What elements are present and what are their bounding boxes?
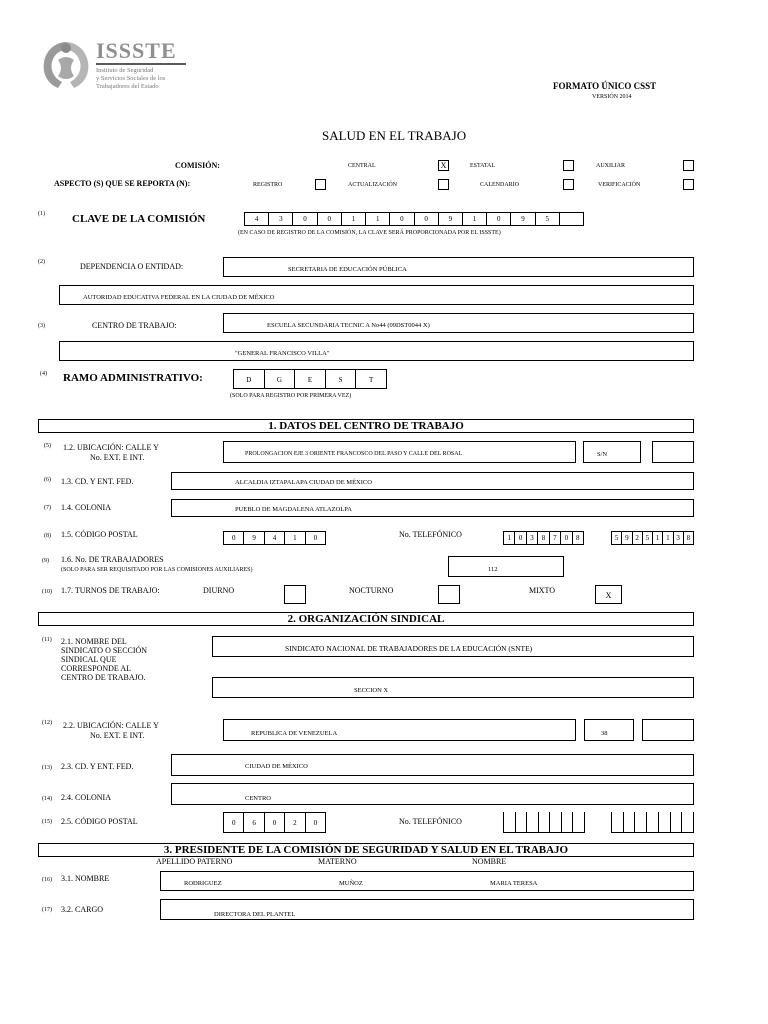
- s1-cd-input[interactable]: [171, 472, 694, 490]
- field-number-2: (2): [38, 259, 45, 265]
- tel-digit: [504, 812, 516, 832]
- clave-note: (EN CASO DE REGISTRO DE LA COMISIÓN, LA CLAVE SERÁ PROPORCIONADA POR EL ISSSTE): [238, 230, 501, 236]
- comision-central-label: CENTRAL: [348, 163, 376, 169]
- s1-nocturno-checkbox[interactable]: [438, 585, 460, 604]
- s2-seccion-input[interactable]: [212, 677, 694, 698]
- tel-digit: 5: [612, 532, 622, 544]
- s1-colonia-value: PUEBLO DE MAGDALENA ATLAZOLPA: [235, 506, 352, 513]
- clave-digit: [560, 213, 583, 225]
- s1-calle-value: PROLONGACION EJE 3 ORIENTE FRANCOSCO DEL PASO Y CALLE DEL ROSAL: [245, 451, 463, 457]
- field-number-5: (5): [44, 443, 51, 449]
- clave-digit: 1: [342, 213, 366, 225]
- aspecto-verificacion-label: VERIFICACIÓN: [598, 182, 641, 188]
- tel-digit: [516, 812, 528, 832]
- tel-digit: [539, 812, 551, 832]
- tel-digit: 0: [515, 532, 526, 544]
- field-number-14: (14): [42, 796, 52, 802]
- tel-digit: 5: [643, 532, 653, 544]
- tel-digit: 7: [550, 532, 561, 544]
- s1-ext-input[interactable]: [583, 441, 641, 463]
- s2-nombre-label-3: SINDICAL QUE: [61, 655, 117, 664]
- s3-col-paterno: APELLIDO PATERNO: [156, 857, 233, 866]
- format-title: FORMATO ÚNICO CSST: [553, 81, 657, 91]
- s2-nombre-label-2: SINDICATO O SECCIÓN: [61, 646, 148, 655]
- cp-digit: 0: [224, 813, 244, 832]
- s1-int-input[interactable]: [652, 441, 694, 463]
- tel-digit: [612, 812, 624, 832]
- cp-digit: 9: [244, 532, 264, 544]
- clave-digit: 0: [318, 213, 342, 225]
- s1-trabajadores-label: 1.6. No. DE TRABAJADORES: [61, 555, 164, 564]
- s3-paterno-value: RODRIGUEZ: [184, 880, 222, 887]
- comision-auxiliar-label: AUXILIAR: [596, 163, 625, 169]
- s3-cargo-value: DIRECTORA DEL PLANTEL: [214, 911, 296, 918]
- s2-colonia-input[interactable]: [171, 783, 694, 805]
- centro-input[interactable]: [223, 313, 694, 333]
- s2-cd-input[interactable]: [171, 754, 694, 776]
- s1-trabajadores-input[interactable]: [448, 556, 564, 577]
- page-title: SALUD EN EL TRABAJO: [322, 128, 467, 143]
- ramo-letter: S: [326, 370, 357, 388]
- tel-digit: 2: [633, 532, 643, 544]
- s2-cp-input[interactable]: [223, 812, 326, 833]
- clave-digit: 3: [269, 213, 293, 225]
- s2-cp-label: 2.5. CÓDIGO POSTAL: [61, 817, 138, 826]
- centro-label: CENTRO DE TRABAJO:: [92, 321, 177, 330]
- s2-cd-value: CIUDAD DE MÉXICO: [245, 763, 308, 770]
- cp-digit: 0: [224, 532, 244, 544]
- s1-colonia-label: 1.4. COLONIA: [61, 503, 111, 512]
- section-3-header: 3. PRESIDENTE DE LA COMISIÓN DE SEGURIDAD Y SALUD EN EL TRABAJO: [38, 843, 694, 857]
- field-number-15: (15): [42, 819, 52, 825]
- aspecto-registro-checkbox[interactable]: [315, 179, 326, 190]
- s2-tel-input-1[interactable]: [503, 812, 585, 833]
- s1-turnos-label: 1.7. TURNOS DE TRABAJO:: [61, 586, 160, 595]
- field-number-3: (3): [38, 323, 45, 329]
- clave-digit: 0: [390, 213, 414, 225]
- tel-digit: [647, 812, 659, 832]
- s2-calle-input[interactable]: [223, 719, 576, 741]
- s1-ubicacion-label-2: No. EXT. E INT.: [90, 453, 145, 462]
- dependencia-value-2: AUTORIDAD EDUCATIVA FEDERAL EN LA CIUDAD DE MÉXICO: [83, 294, 275, 301]
- tel-digit: 1: [653, 532, 663, 544]
- tel-digit: 8: [575, 534, 580, 542]
- field-number-4: (4): [40, 371, 47, 377]
- s2-nombre-label-1: 2.1. NOMBRE DEL: [61, 637, 127, 646]
- ramo-letter: E: [295, 370, 326, 388]
- s2-tel-input-2[interactable]: [611, 812, 694, 833]
- s2-nombre-label-4: CORRESPONDE AL: [61, 664, 132, 673]
- clave-label: CLAVE DE LA COMISIÓN: [72, 213, 206, 225]
- field-number-9: (9): [42, 558, 49, 564]
- centro-value: ESCUELA SECUNDARIA TECNIC A No44 (09DST0044 X): [267, 322, 430, 329]
- field-number-7: (7): [44, 505, 51, 511]
- version-label: VERSIÓN 2014: [592, 94, 632, 100]
- s3-cargo-input[interactable]: [160, 899, 694, 920]
- aspecto-label: ASPECTO (S) QUE SE REPORTA (N):: [54, 179, 191, 188]
- logo-line-3: Trabajadores del Estado: [96, 83, 159, 90]
- clave-digit: 5: [536, 213, 560, 225]
- s1-nocturno-label: NOCTURNO: [349, 586, 394, 595]
- s2-ubicacion-label: 2.2. UBICACIÓN: CALLE Y: [63, 721, 159, 730]
- tel-digit: 0: [561, 532, 572, 544]
- s1-colonia-input[interactable]: [171, 499, 694, 517]
- clave-digit: 4: [245, 213, 269, 225]
- tel-digit: [573, 812, 584, 832]
- tel-digit: 1: [663, 532, 673, 544]
- s1-trabajadores-value: 112: [488, 566, 498, 573]
- dependencia-value: SECRETARIA DE EDUCACIÓN PÚBLICA: [288, 266, 407, 273]
- tel-digit: 8: [686, 534, 691, 542]
- comision-label: COMISIÓN:: [175, 161, 220, 170]
- dependencia-label: DEPENDENCIA O ENTIDAD:: [80, 262, 184, 271]
- s2-int-input[interactable]: [642, 719, 694, 741]
- s2-ext-input[interactable]: [584, 719, 634, 741]
- aspecto-actualizacion-label: ACTUALIZACIÓN: [348, 182, 397, 188]
- s1-ext-value: S/N: [597, 451, 608, 458]
- centro-input-2[interactable]: [59, 341, 694, 361]
- s3-nombre-value: MARIA TERESA: [490, 880, 538, 887]
- section-1-header: 1. DATOS DEL CENTRO DE TRABAJO: [38, 419, 694, 433]
- s1-tel-label: No. TELEFÓNICO: [399, 530, 462, 539]
- ramo-letter: T: [369, 376, 374, 384]
- dependencia-input-2[interactable]: [59, 285, 694, 305]
- s2-calle-value: REPUBLICA DE VENEZUELA: [251, 730, 338, 737]
- cp-digit: 6: [244, 813, 264, 832]
- dependencia-input[interactable]: [223, 257, 694, 277]
- cp-digit: 0: [313, 534, 318, 542]
- ramo-note: (SOLO PARA REGISTRO POR PRIMERA VEZ): [230, 393, 352, 399]
- tel-digit: 3: [674, 532, 684, 544]
- ramo-letter: G: [265, 370, 296, 388]
- s3-col-nombre: NOMBRE: [472, 857, 507, 866]
- s1-diurno-checkbox[interactable]: [284, 585, 306, 604]
- tel-digit: [659, 812, 671, 832]
- logo-line-2: y Servicios Sociales de los: [96, 75, 166, 82]
- tel-digit: [682, 812, 693, 832]
- aspecto-calendario-checkbox[interactable]: [563, 179, 574, 190]
- clave-digit: 1: [366, 213, 390, 225]
- clave-digit: 9: [439, 213, 463, 225]
- tel-digit: 9: [622, 532, 632, 544]
- tel-digit: 1: [504, 532, 515, 544]
- s3-col-materno: MATERNO: [318, 857, 357, 866]
- logo-line-1: Instituto de Seguridad: [96, 67, 154, 74]
- clave-digit: 0: [293, 213, 317, 225]
- cp-digit: 0: [265, 813, 285, 832]
- s1-cp-input[interactable]: [223, 531, 326, 545]
- s1-cp-label: 1.5. CÓDIGO POSTAL: [61, 530, 138, 539]
- s1-cd-value: ALCALDIA IZTAPALAPA CIUDAD DE MÉXICO: [235, 479, 372, 486]
- s1-tel-input-1[interactable]: [503, 531, 584, 545]
- s3-nombre-label: 3.1. NOMBRE: [61, 874, 110, 883]
- aspecto-verificacion-checkbox[interactable]: [683, 179, 694, 190]
- s2-ext-value: 38: [601, 730, 608, 737]
- issste-logo: [38, 38, 188, 93]
- s1-tel-input-2[interactable]: [611, 531, 694, 545]
- s1-cd-label: 1.3. CD. Y ENT. FED.: [61, 477, 134, 486]
- s2-seccion-value: SECCION X: [354, 687, 389, 694]
- s2-colonia-value: CENTRO: [245, 795, 271, 802]
- clave-digit: 0: [487, 213, 511, 225]
- comision-estatal-checkbox[interactable]: [563, 160, 574, 171]
- field-number-6: (6): [44, 477, 51, 483]
- clave-digit: 0: [415, 213, 439, 225]
- comision-auxiliar-checkbox[interactable]: [683, 160, 694, 171]
- s3-nombre-input[interactable]: [160, 871, 694, 891]
- s1-diurno-label: DIURNO: [203, 586, 235, 595]
- tel-digit: [635, 812, 647, 832]
- ramo-letter: D: [234, 370, 265, 388]
- tel-digit: [527, 812, 539, 832]
- tel-digit: 8: [538, 532, 549, 544]
- s1-ubicacion-label: 1.2. UBICACIÓN: CALLE Y: [63, 443, 159, 452]
- s2-nombre-label-5: CENTRO DE TRABAJO.: [61, 673, 146, 682]
- field-number-11: (11): [42, 637, 52, 643]
- s3-cargo-label: 3.2. CARGO: [61, 905, 104, 914]
- tel-digit: [562, 812, 574, 832]
- s2-nombre-value: SINDICATO NACIONAL DE TRABAJADORES DE LA EDUCACIÓN (SNTE): [285, 644, 533, 653]
- field-number-16: (16): [42, 877, 52, 883]
- field-number-10: (10): [42, 589, 52, 595]
- tel-digit: [671, 812, 683, 832]
- centro-value-2: "GENERAL FRANCISCO VILLA": [235, 350, 330, 357]
- comision-estatal-label: ESTATAL: [470, 163, 496, 169]
- tel-digit: [550, 812, 562, 832]
- field-number-8: (8): [44, 533, 51, 539]
- ramo-label: RAMO ADMINISTRATIVO:: [63, 372, 203, 384]
- s1-mixto-label: MIXTO: [529, 586, 556, 595]
- s1-mixto-checkbox[interactable]: X: [595, 585, 622, 604]
- comision-central-checkbox[interactable]: X: [438, 160, 449, 171]
- tel-digit: 3: [527, 532, 538, 544]
- s2-nombre-input[interactable]: [212, 636, 694, 657]
- cp-digit: 1: [285, 532, 305, 544]
- issste-emblem-icon: [38, 38, 94, 92]
- s2-cd-label: 2.3. CD. Y ENT. FED.: [61, 762, 134, 771]
- tel-digit: [624, 812, 636, 832]
- s2-tel-label: No. TELEFÓNICO: [399, 817, 462, 826]
- clave-digit: 9: [511, 213, 535, 225]
- cp-digit: 0: [313, 819, 318, 827]
- cp-digit: 2: [285, 813, 305, 832]
- aspecto-actualizacion-checkbox[interactable]: [438, 179, 449, 190]
- section-2-header: 2. ORGANIZACIÓN SINDICAL: [38, 612, 694, 626]
- field-number-1: (1): [38, 211, 45, 217]
- s2-ubicacion-label-2: No. EXT. E INT.: [90, 731, 145, 740]
- aspecto-registro-label: REGISTRO: [253, 182, 283, 188]
- field-number-13: (13): [42, 765, 52, 771]
- field-number-17: (17): [42, 907, 52, 913]
- cp-digit: 4: [265, 532, 285, 544]
- s3-materno-value: MUÑOZ: [339, 880, 363, 887]
- s1-calle-input[interactable]: [223, 441, 576, 463]
- aspecto-calendario-label: CALENDARIO: [480, 182, 519, 188]
- field-number-12: (12): [42, 720, 52, 726]
- logo-name: ISSSTE: [96, 38, 177, 63]
- ramo-input[interactable]: [233, 369, 387, 389]
- s2-colonia-label: 2.4. COLONIA: [61, 793, 111, 802]
- s1-trabajadores-note: (SOLO PARA SER REQUISITADO POR LAS COMISIONES AUXILIARES): [61, 567, 253, 573]
- clave-digit: 1: [463, 213, 487, 225]
- clave-input[interactable]: [244, 212, 584, 226]
